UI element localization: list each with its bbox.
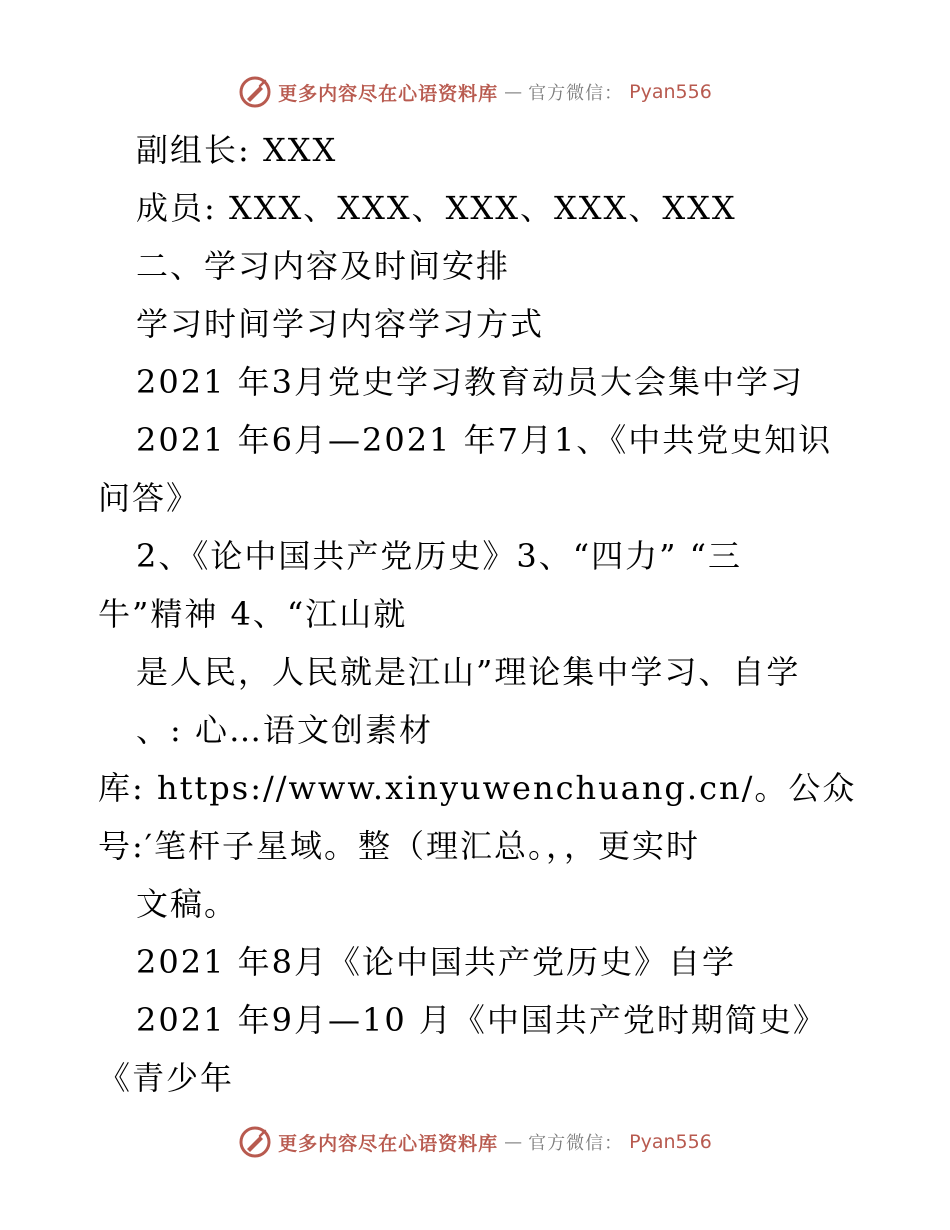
body-line: 库: https://www.xinyuwenchuang.cn/。公众: [98, 769, 857, 807]
body-line: 2021 年6月—2021 年7月1、《中共党史知识: [136, 421, 833, 459]
body-line: 2021 年8月《论中国共产党历史》自学: [136, 943, 736, 981]
body-line: 牛”精神 4、“江山就: [98, 595, 408, 633]
quill-seal-icon: [238, 1125, 272, 1159]
body-line: 2021 年3月党史学习教育动员大会集中学习: [136, 363, 804, 401]
body-line: 2021 年9月—10 月《中国共产党时期简史》: [136, 1001, 827, 1039]
body-line: 是人民，人民就是江山”理论集中学习、自学: [136, 653, 801, 691]
banner-promo-text: 更多内容尽在心语资料库: [278, 1132, 499, 1155]
body-line: 学习时间学习内容学习方式: [136, 305, 545, 343]
body-line: 2、《论中国共产党历史》3、“四力” “三: [136, 537, 742, 575]
body-line: 、: 心…语文创素材: [136, 711, 433, 749]
banner-wechat-id: Pyan556: [629, 81, 712, 103]
body-line: 号:′笔杆子星域。整（理汇总。，，更实时: [98, 827, 701, 865]
footer-banner: [0, 1122, 950, 1162]
body-line: 问答》: [98, 479, 201, 517]
header-banner: [0, 72, 950, 112]
quill-seal-icon: [238, 75, 272, 109]
banner-wechat-label: 官方微信：: [528, 83, 624, 104]
banner-wechat-id: Pyan556: [629, 1131, 712, 1153]
banner-dash: —: [504, 1131, 523, 1153]
body-line: 副组长: XXX: [136, 131, 338, 169]
body-line: 《青少年: [98, 1059, 235, 1097]
banner-promo-text: 更多内容尽在心语资料库: [278, 82, 499, 105]
banner-dash: —: [504, 81, 523, 103]
body-line: 成员: XXX、XXX、XXX、XXX、XXX: [136, 189, 737, 227]
banner-wechat-label: 官方微信：: [528, 1133, 624, 1154]
body-line: 文稿。: [136, 885, 239, 923]
body-line: 二、学习内容及时间安排: [136, 247, 511, 285]
